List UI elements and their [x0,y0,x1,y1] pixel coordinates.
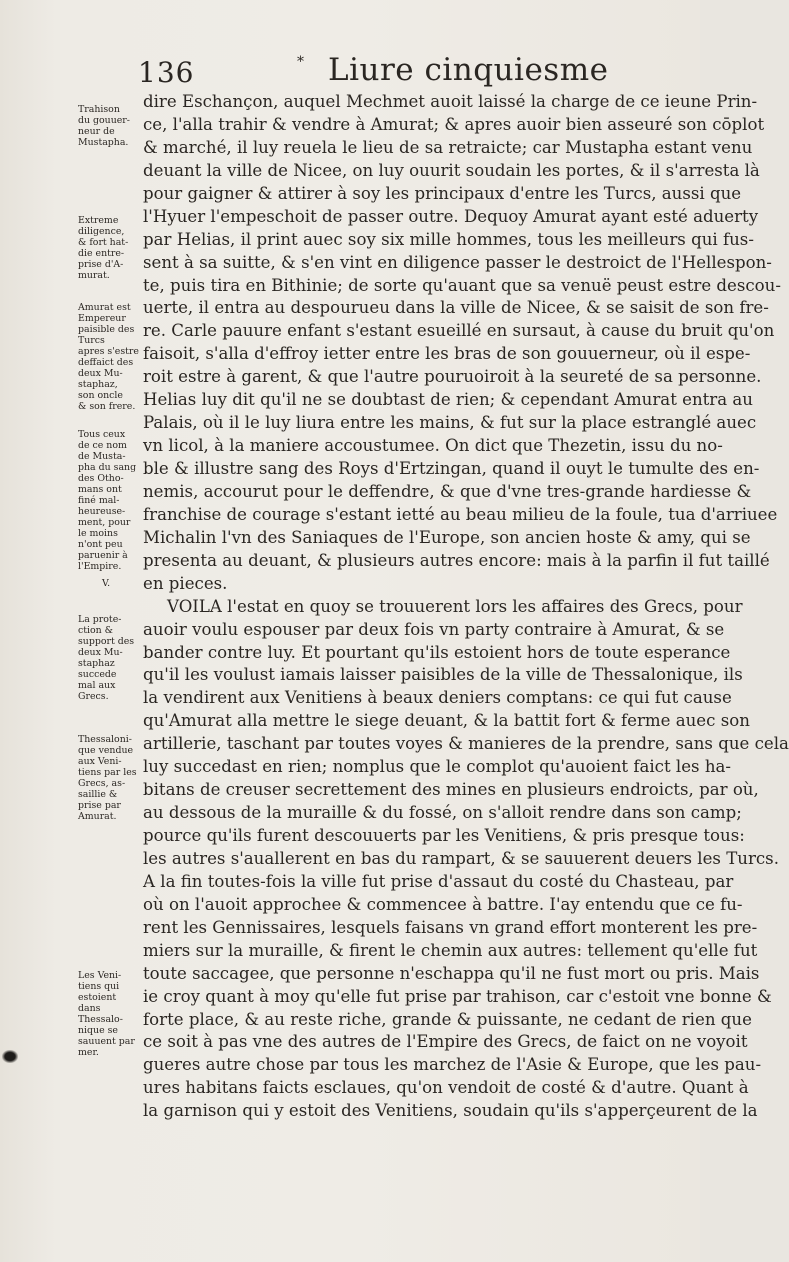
text-line: VOILA l'estat en quoy se trouuerent lors les affaires des Grecs, pour [167,596,743,616]
text-line: ce soit à pas vne des autres de l'Empire des Grecs, de faict on ne voyoit [143,1032,748,1052]
text-line: re. Carle pauure enfant s'estant esueillé en sursaut, à cause du bruit qu'on [143,321,775,341]
text-line: vn licol, à la maniere accoustumee. On dict que Thezetin, issu du no- [143,436,723,456]
ink-blot [2,1050,18,1063]
margin-note: Extreme diligence, & fort hat- die entre- prise d'A- murat. [78,215,129,281]
text-line: sent à sa suitte, & s'en vint en diligence passer le destroict de l'Hellespon- [143,252,772,272]
text-line: miers sur la muraille, & firent le chemin aux autres: tellement qu'elle fut [143,940,758,960]
text-line: uerte, il entra au despourueu dans la ville de Nicee, & se saisit de son fre- [143,298,769,318]
text-line: faisoit, s'alla d'effroy ietter entre les bras de son gouuerneur, où il espe- [143,344,751,364]
text-line: franchise de courage s'estant ietté au beau milieu de la foule, tua d'arriuee [143,504,778,524]
text-line: qu'Amurat alla mettre le siege deuant, & la battit fort & ferme auec son [143,711,750,731]
text-line: te, puis tira en Bithinie; de sorte qu'auant que sa venuë peust estre descou- [143,275,781,295]
text-line: A la fin toutes-fois la ville fut prise d'assaut du costé du Chasteau, par [143,871,734,891]
text-line: au dessous de la muraille & du fossé, on s'alloit rendre dans son camp; [143,803,742,823]
text-line: ce, l'alla trahir & vendre à Amurat; & apres auoir bien asseuré son cōplot [143,114,765,134]
margin-note: Tous ceux de ce nom de Musta- pha du sang des Otho- mans ont finé mal- heureuse- ment, pour le moins n'ont peu paruenir à l'Empire. [78,429,137,572]
text-line: Michalin l'vn des Saniaques de l'Europe, son ancien hoste & amy, qui se [143,527,751,547]
text-line: où on l'auoit approchee & commencee à battre. I'ay entendu que ce fu- [143,894,743,914]
main-text [143,91,789,1123]
text-line: pour gaigner & attirer à soy les principaux d'entre les Turcs, aussi que [143,183,742,203]
text-line: ble & illustre sang des Roys d'Ertzingan, quand il ouyt le tumulte des en- [143,459,760,478]
text-line: ures habitans faicts esclaues, qu'on vendoit de costé & d'autre. Quant à [143,1078,749,1098]
text-line: nemis, accourut pour le deffendre, & que d'vne tres-grande hardiesse & [143,481,752,501]
margin-note: V. [102,578,111,589]
text-line: dire Eschançon, auquel Mechmet auoit laissé la charge de ce ieune Prin- [143,92,758,111]
text-line: bander contre luy. Et pourtant qu'ils estoient hors de toute esperance [143,642,731,662]
margin-note: Amurat est Empereur paisible des Turcs apres s'estre deffaict des deux Mu- staphaz, son oncle & son frere. [78,302,139,412]
text-line: par Helias, il print auec soy six mille hommes, tous les meilleurs qui fus- [143,229,754,249]
margin-note: Les Veni- tiens qui estoient dans Thessalo- nique se sauuent par mer. [78,970,135,1058]
text-line: deuant la ville de Nicee, on luy ouurit soudain les portes, & il s'arresta là [143,160,760,180]
text-line: gueres autre chose par tous les marchez de l'Asie & Europe, que les pau- [143,1055,762,1075]
text-line: qu'il les voulust iamais laisser paisibles de la ville de Thessalonique, ils [143,665,743,685]
text-line: Palais, où il le luy liura entre les mains, & fut sur la place estranglé auec [143,413,757,433]
text-line: en pieces. [143,573,228,593]
text-line: luy succedast en rien; nomplus que le complot qu'auoient faict les ha- [143,757,732,777]
margin-note: La prote- ction & support des deux Mu- staphaz succede mal aux Grecs. [78,614,135,702]
text-line: roit estre à garent, & que l'autre pouruoiroit à la seureté de sa personne. [143,367,762,387]
text-line: la vendirent aux Venitiens à beaux deniers comptans: ce qui fut cause [143,688,732,708]
text-line: bitans de creuser secrettement des mines en plusieurs endroicts, par où, [143,780,759,800]
text-line: rent les Gennissaires, lesquels faisans vn grand effort monterent les pre- [143,917,758,937]
text-line: pource qu'ils furent descouuerts par les Venitiens, & pris presque tous: [143,826,745,845]
margin-note: Trahison du gouuer- neur de Mustapha. [78,104,130,148]
text-line: Helias luy dit qu'il ne se doubtast de rien; & cependant Amurat entra au [143,390,753,410]
text-line: forte place, & au reste riche, grande & puissante, ne cedant de rien que [143,1009,752,1029]
text-line: ie croy quant à moy qu'elle fut prise par trahison, car c'estoit vne bonne & [143,986,772,1006]
text-line: artillerie, taschant par toutes voyes & manieres de la prendre, sans que cela [143,734,789,754]
text-line: toute saccagee, que personne n'eschappa qu'il ne fust mort ou pris. Mais [143,963,760,983]
running-title: Liure cinquiesme [328,52,609,88]
text-line: & marché, il luy reuela le lieu de sa retraicte; car Mustapha estant venu [143,137,753,157]
text-line: l'Hyuer l'empeschoit de passer outre. Dequoy Amurat ayant esté aduerty [143,206,759,226]
running-head [0,48,700,94]
text-line: presenta au deuant, & plusieurs autres encore: mais à la parfin il fut taillé [143,550,770,570]
margin-note: Thessaloni- que vendue aux Veni- tiens par les Grecs, as- saillie & prise par Amurat. [78,734,137,822]
text-line: la garnison qui y estoit des Venitiens, soudain qu'ils s'apperçeurent de la [143,1101,758,1121]
page-number: 136 [138,56,195,89]
text-line: auoir voulu espouser par deux fois vn party contraire à Amurat, & se [143,619,725,639]
text-line: les autres s'auallerent en bas du rampart, & se sauuerent deuers les Turcs. [143,848,779,868]
asterisk-mark: * [297,54,304,70]
